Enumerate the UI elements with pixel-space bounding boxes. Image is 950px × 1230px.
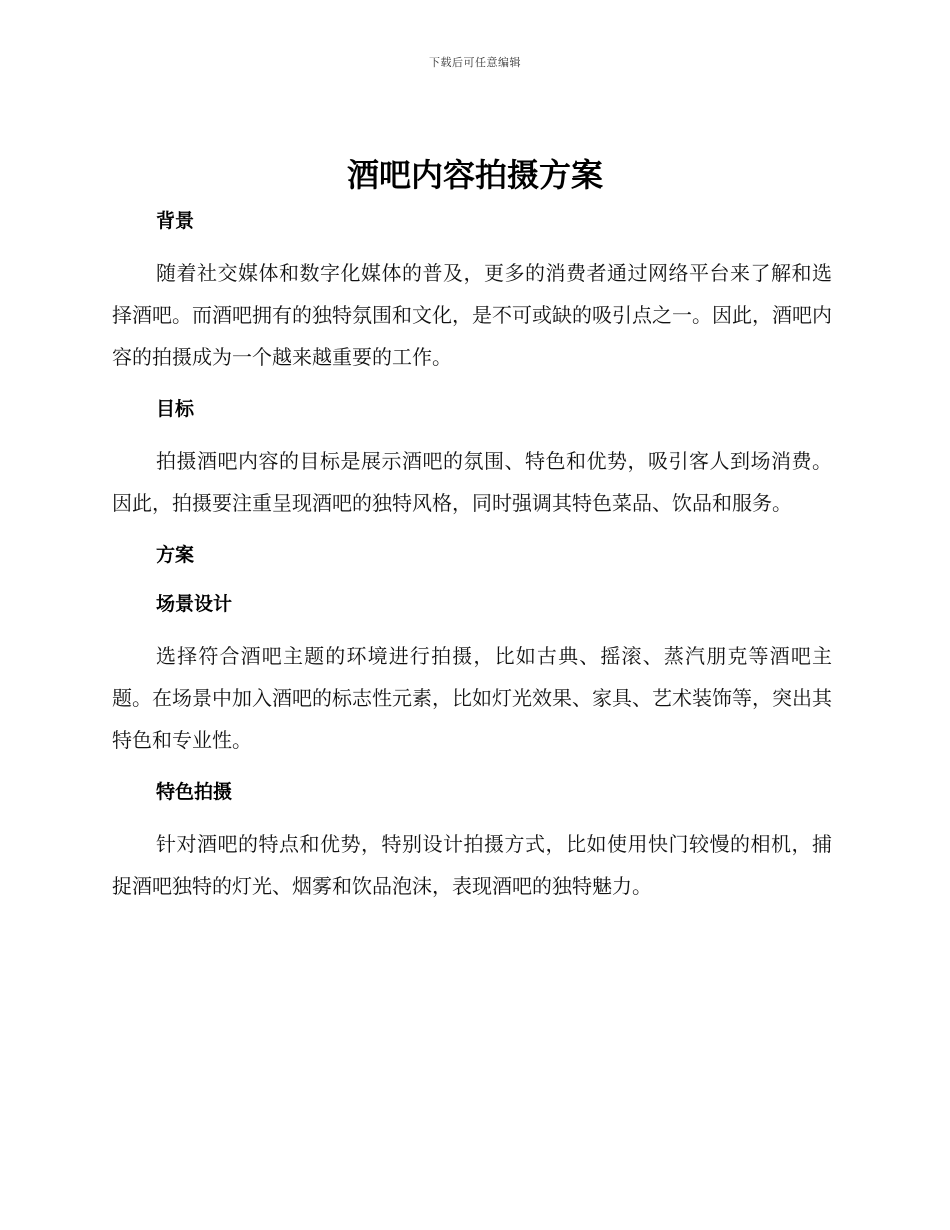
section-paragraph-background: 随着社交媒体和数字化媒体的普及，更多的消费者通过网络平台来了解和选择酒吧。而酒吧拥有的独特氛围和文化，是不可或缺的吸引点之一。因此，酒吧内容的拍摄成为一个越来越重要的工作。 [112,261,832,369]
document-title: 酒吧内容拍摄方案 [346,156,603,194]
section-paragraph-scene-design: 选择符合酒吧主题的环境进行拍摄，比如古典、摇滚、蒸汽朋克等酒吧主题。在场景中加入酒吧的标志性元素，比如灯光效果、家具、艺术装饰等，突出其特色和专业性。 [112,644,832,752]
section-heading-plan: 方案 [156,544,195,566]
section-heading-background: 背景 [156,210,195,232]
page-header-note: 下载后可任意编辑 [429,56,521,69]
section-heading-scene-design: 场景设计 [156,593,233,615]
section-paragraph-feature-shooting: 针对酒吧的特点和优势，特别设计拍摄方式，比如使用快门较慢的相机，捕捉酒吧独特的灯光、烟雾和饮品泡沫，表现酒吧的独特魅力。 [112,832,832,898]
section-paragraph-goal: 拍摄酒吧内容的目标是展示酒吧的氛围、特色和优势，吸引客人到场消费。因此，拍摄要注重呈现酒吧的独特风格，同时强调其特色菜品、饮品和服务。 [112,449,832,515]
section-heading-goal: 目标 [156,398,195,420]
section-heading-feature-shooting: 特色拍摄 [156,781,233,803]
document-body [112,203,832,907]
